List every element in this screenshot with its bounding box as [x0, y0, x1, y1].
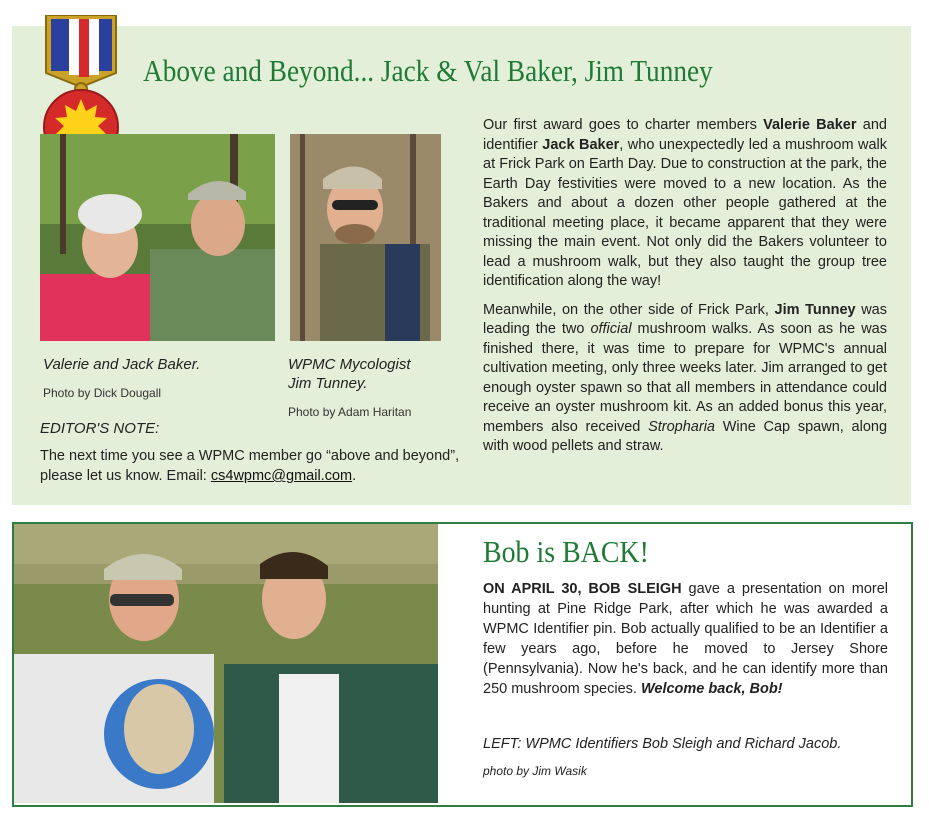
name-jack-baker: Jack Baker: [542, 136, 620, 153]
text-run: Meanwhile, on the other side of Frick Park,: [483, 301, 775, 318]
name-valerie-baker: Valerie Baker: [763, 117, 857, 133]
bob-lead: ON APRIL 30, BOB SLEIGH: [483, 581, 682, 597]
bob-body: gave a presentation on morel hunting at Pine Ridge Park, after which he was awarded a WPMC Identifier pin. Bob actually qualified to be an Identifier a few years ago, before he moved to Jersey Shore (Pennsylvania). Now he's back, and he can identify more than 250 mushroom species.: [483, 581, 889, 697]
editor-note-body: The next time you see a WPMC member go “above and beyond”, please let us know. Email:: [40, 448, 460, 484]
bob-welcome: Welcome back, Bob!: [640, 681, 783, 697]
bob-photo-credit: photo by Jim Wasik: [483, 764, 587, 778]
feature-paragraph-2: [483, 301, 887, 457]
bob-paragraph: [483, 579, 888, 699]
name-jim-tunney: Jim Tunney: [774, 301, 856, 318]
text-run: mushroom walks. As soon as he was finished there, it was time to prepare for WPMC's annual cultivation meeting, only three weeks later. Jim arranged to get enough oyster spawn so that all members in attendance could receive an oyster mushroom kit. As an added bonus this year, members also received: [483, 321, 887, 435]
photo-tunney: [290, 134, 441, 341]
editor-note-text: [40, 446, 460, 486]
editor-note-end: .: [352, 468, 357, 484]
photo1-credit: Photo by Dick Dougall: [43, 386, 162, 400]
text-run: Our first award goes to charter members: [483, 117, 764, 133]
photo-bob-richard: [14, 524, 438, 803]
photo1-caption: Valerie and Jack Baker.: [43, 356, 201, 373]
photo2-caption-line1: WPMC Mycologist: [288, 356, 411, 373]
editor-note-label: EDITOR'S NOTE:: [40, 420, 160, 437]
photo2-caption: [288, 355, 411, 393]
feature-body: [483, 116, 887, 466]
text-run: and identifier: [483, 117, 887, 153]
email-link[interactable]: cs4wpmc@gmail.com: [210, 468, 353, 484]
bob-photo-caption: LEFT: WPMC Identifiers Bob Sleigh and Richard Jacob.: [483, 736, 842, 752]
emphasis-official: official: [590, 321, 632, 337]
photo-bakers: [40, 134, 275, 341]
photo2-credit: Photo by Adam Haritan: [288, 405, 412, 419]
bob-title: Bob is BACK!: [483, 534, 649, 569]
feature-title: Above and Beyond... Jack & Val Baker, Jim Tunney: [143, 53, 713, 88]
text-run: Wine Cap spawn, along with wood pellets and straw.: [483, 418, 888, 454]
photo2-caption-line2: Jim Tunney.: [288, 375, 368, 392]
text-run: , who unexpectedly led a mushroom walk at Frick Park on Earth Day. Due to construction at the park, the Earth Day festivities were moved to a new location. As the Bakers and about a dozen other people gathered at the traditional meeting place, it became apparent that they were missing the main event. Not only did the Bakers volunteer to lead a mushroom walk, but they also taught the group tree identification along the way!: [483, 136, 888, 289]
text-run: was leading the two: [483, 301, 887, 337]
emphasis-stropharia: Stropharia: [648, 418, 715, 435]
feature-paragraph-1: [483, 116, 887, 292]
